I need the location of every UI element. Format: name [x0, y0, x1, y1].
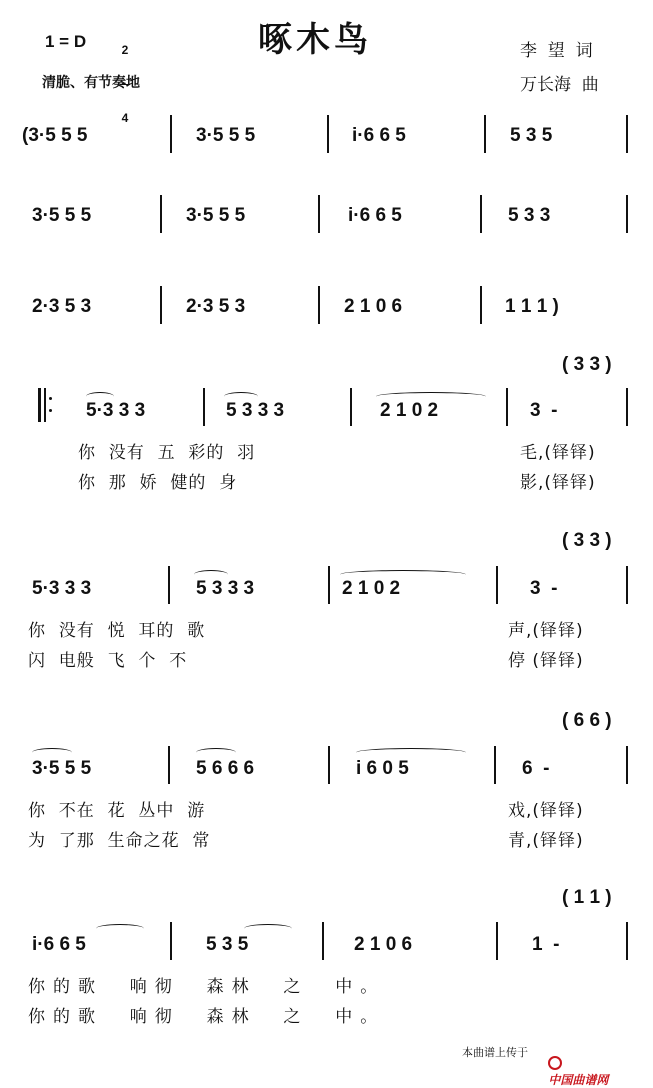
barline: [626, 746, 628, 784]
barline: [494, 746, 496, 784]
row6-measure3: i 6 0 5: [356, 758, 409, 779]
row6-lyric2: 为 了那 生命之花 常: [28, 831, 211, 851]
barline: [480, 286, 482, 324]
barline: [506, 388, 508, 426]
row6-lyric1: 你 不在 花 丛中 游: [28, 801, 206, 821]
row7-measure4: 1 -: [532, 934, 560, 955]
row2-measure4: 5 3 3: [508, 205, 551, 226]
row4-lyric2: 你 那 娇 健的 身: [78, 473, 238, 493]
row6-measure4: 6 -: [522, 758, 550, 779]
row1-measure2: 3·5 5 5: [196, 125, 256, 146]
composer-credit: 万长海 曲: [520, 75, 599, 95]
row3-measure1: 2·3 5 3: [32, 296, 92, 317]
row5-lyric2-end: 停 (铎铎): [508, 651, 584, 671]
row4-lyric1-end: 毛,(铎铎): [520, 443, 596, 463]
row5-lyric2: 闪 电般 飞 个 不: [28, 651, 188, 671]
row6-lyric1-end: 戏,(铎铎): [508, 801, 584, 821]
slur: [356, 748, 466, 757]
barline: [203, 388, 205, 426]
barline: [327, 115, 329, 153]
row4-lyric1: 你 没有 五 彩的 羽: [78, 443, 256, 463]
barline: [160, 195, 162, 233]
barline: [160, 286, 162, 324]
tempo-marking: 清脆、有节奏地: [42, 75, 140, 91]
barline: [170, 115, 172, 153]
row5-measure1: 5·3 3 3: [32, 578, 92, 599]
lyricist-credit: 李 望 词: [520, 41, 593, 61]
row1-measure1: (3·5 5 5: [22, 125, 88, 146]
barline: [480, 195, 482, 233]
row6-lyric2-end: 青,(铎铎): [508, 831, 584, 851]
barline: [322, 922, 324, 960]
song-title: 啄木鸟: [258, 20, 372, 60]
slur: [196, 748, 236, 757]
barline: [328, 566, 330, 604]
barline: [168, 566, 170, 604]
barline: [318, 195, 320, 233]
row4-pickup: ( 3 3 ): [562, 354, 612, 375]
barline: [626, 388, 628, 426]
row3-measure2: 2·3 5 3: [186, 296, 246, 317]
row4-measure1: 5·3 3 3: [86, 400, 146, 421]
row2-measure2: 3·5 5 5: [186, 205, 246, 226]
barline: [626, 115, 628, 153]
row1-measure3: i·6 6 5: [352, 125, 406, 146]
row7-measure3: 2 1 0 6: [354, 934, 413, 955]
time-top: 2: [121, 43, 129, 57]
barline: [626, 195, 628, 233]
site-name: 中国曲谱网: [548, 1073, 609, 1087]
barline: [170, 922, 172, 960]
row6-measure2: 5 6 6 6: [196, 758, 255, 779]
row4-measure2: 5 3 3 3: [226, 400, 285, 421]
row5-measure4: 3 -: [530, 578, 558, 599]
row5-measure3: 2 1 0 2: [342, 578, 401, 599]
row6-pickup: ( 6 6 ): [562, 710, 612, 731]
time-bottom: 4: [121, 111, 129, 125]
key-signature: 1 = D: [45, 32, 87, 51]
row2-measure1: 3·5 5 5: [32, 205, 92, 226]
slur: [244, 924, 292, 933]
row5-pickup: ( 3 3 ): [562, 530, 612, 551]
barline: [496, 566, 498, 604]
row4-measure3: 2 1 0 2: [380, 400, 439, 421]
row5-measure2: 5 3 3 3: [196, 578, 255, 599]
row5-lyric1: 你 没有 悦 耳的 歌: [28, 621, 206, 641]
row5-lyric1-end: 声,(铎铎): [508, 621, 584, 641]
row2-measure3: i·6 6 5: [348, 205, 402, 226]
row7-measure1: i·6 6 5: [32, 934, 86, 955]
barline: [496, 922, 498, 960]
barline: [168, 746, 170, 784]
barline: [350, 388, 352, 426]
row4-lyric2-end: 影,(铎铎): [520, 473, 596, 493]
barline: [318, 286, 320, 324]
row7-lyric1: 你的歌 响彻 森林 之 中。: [28, 977, 386, 997]
row7-pickup: ( 1 1 ): [562, 887, 612, 908]
logo-icon: [548, 1056, 562, 1070]
barline: [328, 746, 330, 784]
slur: [96, 924, 144, 933]
row7-measure2: 5 3 5: [206, 934, 249, 955]
row7-lyric2: 你的歌 响彻 森林 之 中。: [28, 1007, 386, 1027]
row6-measure1: 3·5 5 5: [32, 758, 92, 779]
barline: [626, 566, 628, 604]
barline: [626, 922, 628, 960]
row1-measure4: 5 3 5: [510, 125, 553, 146]
row4-measure4: 3 -: [530, 400, 558, 421]
slur: [32, 748, 72, 757]
barline: [484, 115, 486, 153]
site-logo[interactable]: [540, 1042, 608, 1088]
row3-measure4: 1 1 1 ): [505, 296, 559, 317]
upload-note: 本曲谱上传于: [462, 1046, 528, 1059]
row3-measure3: 2 1 0 6: [344, 296, 403, 317]
